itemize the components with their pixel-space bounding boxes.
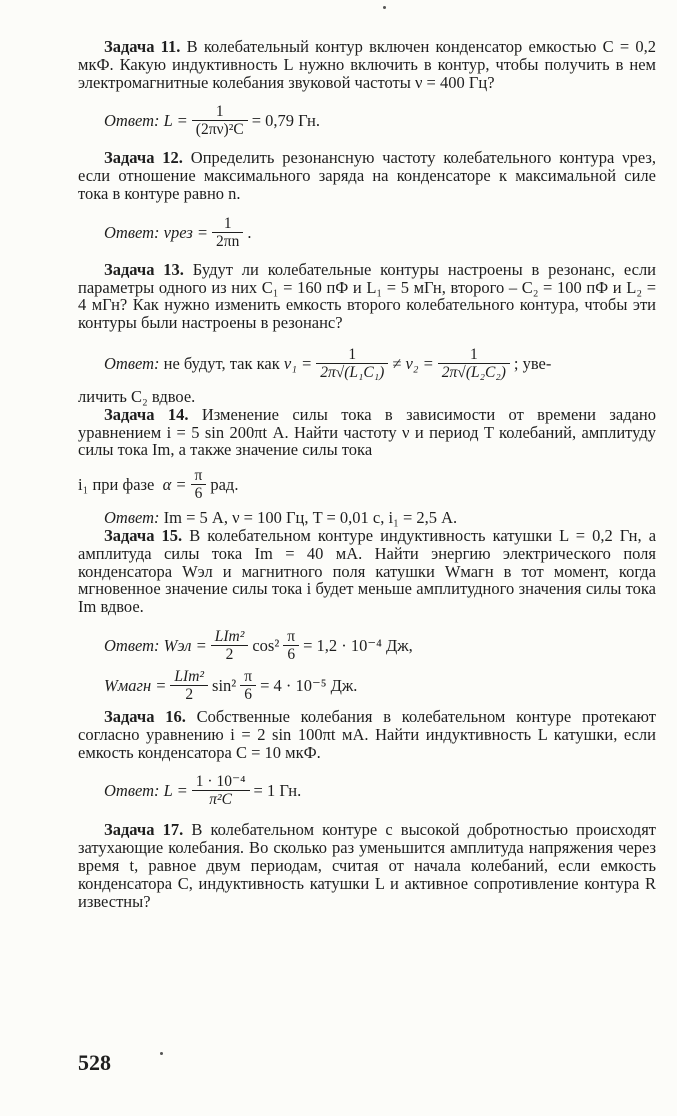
answer-11-fraction <box>192 103 248 139</box>
answer-13-mid: ≠ ν₂ = <box>392 353 434 373</box>
answer-15-angle-1 <box>283 628 299 664</box>
fraction-numerator: 1 <box>348 345 357 363</box>
problem-14-title: Задача 14. <box>104 404 189 424</box>
answer-16-lhs: L = <box>163 781 188 801</box>
answer-15-result1: = 1,2 · 10⁻⁴ Дж, <box>303 635 413 655</box>
answer-13-fraction-2 <box>438 346 510 382</box>
answer-15-line-2 <box>104 668 656 704</box>
answer-13 <box>104 346 656 382</box>
problem-15-text: В колебательном контуре индуктивность катушки L = 0,2 Гн, а амплитуда силы тока Im = 40 мА. Найти энергию электрического поля конденсатора Wэл и магнитного поля катушки Wмагн в тот момент, когда мгновенное значение силы тока i будет меньше амплитудного значения силы тока Im вдвое. <box>78 525 657 617</box>
fraction-denominator: 2π√(L₂C₂) <box>438 363 510 382</box>
fraction-numerator: LIm² <box>214 627 245 645</box>
fraction-numerator: 1 · 10⁻⁴ <box>195 773 246 791</box>
answer-label: Ответ: <box>104 635 160 655</box>
answer-13-lhs1: ν₁ = <box>283 353 313 373</box>
answer-13-continuation: личить C₂ вдвое. <box>78 386 196 406</box>
answer-13-pre: не будут, так как <box>163 353 280 373</box>
answer-16 <box>104 773 656 809</box>
answer-15-trig2: sin² <box>212 675 237 695</box>
fraction-denominator: 6 <box>191 484 207 503</box>
fraction-numerator: LIm² <box>174 667 205 685</box>
problem-16-text: Собственные колебания в колебательном контуре протекают согласно уравнению i = 2 sin 100πt мА. Найти индуктивность L катушки, если емкость конденсатора C = 10 мкФ. <box>78 706 657 762</box>
answer-label: Ответ: <box>104 222 160 242</box>
answer-label: Ответ: <box>104 781 160 801</box>
answer-13-fraction-1 <box>316 346 388 382</box>
problem-14-phase <box>78 467 656 503</box>
problem-14 <box>78 406 656 459</box>
problem-11-text: В колебательный контур включен конденсатор емкостью C = 0,2 мкФ. Какую индуктивность L нужно включить в контур, чтобы получить в нем электромагнитные колебания звуковой частоты ν = 400 Гц? <box>78 37 657 92</box>
answer-11 <box>104 103 656 139</box>
page-content <box>78 38 656 910</box>
fraction-denominator: π²C <box>192 790 250 809</box>
fraction-denominator: (2πν)²C <box>192 120 248 139</box>
answer-15-line-1 <box>104 628 656 664</box>
answer-15-angle-2 <box>240 668 256 704</box>
answer-14 <box>78 509 656 527</box>
answer-12 <box>104 215 656 251</box>
fraction-denominator: 2π√(L₁C₁) <box>316 363 388 382</box>
answer-15-fraction-1 <box>211 628 249 664</box>
fraction-numerator: π <box>287 627 296 645</box>
fraction-numerator: 1 <box>223 214 232 232</box>
problem-17-title: Задача 17. <box>104 820 184 840</box>
answer-14-text: Im = 5 А, ν = 100 Гц, T = 0,01 с, i₁ = 2,5 А. <box>163 508 458 528</box>
problem-12-text: Определить резонансную частоту колебательного контура νрез, если отношение максимального заряда на конденсаторе к максимальной силе тока в контуре равно n. <box>78 148 656 203</box>
fraction-denominator: 6 <box>240 685 256 704</box>
page-number: 528 <box>78 1050 111 1075</box>
answer-label: Ответ: <box>104 508 160 528</box>
print-speck <box>160 1052 163 1055</box>
problem-14-text: Изменение силы тока в зависимости от времени задано уравнением i = 5 sin 200πt А. Найти частоту ν и период T колебаний, амплитуду силы тока Im, а также значение силы тока <box>78 404 656 460</box>
answer-12-tail: . <box>247 222 252 242</box>
answer-11-lhs: L = <box>163 111 188 131</box>
problem-14-phase-pre: i₁ при фазе <box>78 475 155 495</box>
problem-13-text: Будут ли колебательные контуры настроены в резонанс, если параметры одного из них C₁ = 160 пФ и L₁ = 5 мГн, второго – C₂ = 100 пФ и L₂ = 4 мГн? Как нужно изменить емкость второго колебательного контура, чтобы эти контуры были настроены в резонанс? <box>78 259 657 333</box>
problem-16-title: Задача 16. <box>104 706 186 726</box>
problem-14-alpha: α = <box>162 475 187 495</box>
answer-label: Ответ: <box>104 353 160 373</box>
fraction-numerator: π <box>194 467 203 485</box>
print-speck <box>383 6 386 9</box>
answer-15-lhs1: Wэл = <box>163 635 207 655</box>
fraction-numerator: 1 <box>469 345 478 363</box>
answer-11-result: = 0,79 Гн. <box>251 111 320 131</box>
answer-15-trig1: cos² <box>252 635 280 655</box>
problem-17-text: В колебательном контуре с высокой добротностью происходят затухающие колебания. Во сколько раз уменьшится амплитуда напряжения через время t, равное двум периодам, считая от начала колебаний, если емкость конденсатора C, индуктивность катушки L и активное сопротивление контура R известны? <box>78 820 656 911</box>
answer-12-fraction <box>212 215 243 251</box>
fraction-numerator: π <box>244 667 253 685</box>
problem-11 <box>78 38 656 91</box>
answer-16-fraction <box>192 773 250 809</box>
problem-16 <box>78 708 656 761</box>
problem-11-title: Задача 11. <box>104 37 181 56</box>
answer-15-lhs2: Wмагн = <box>104 675 167 695</box>
problem-14-unit: рад. <box>210 475 239 495</box>
answer-label: Ответ: <box>104 111 160 131</box>
problem-13 <box>78 261 656 332</box>
problem-12 <box>78 149 656 202</box>
problem-12-title: Задача 12. <box>104 148 183 168</box>
fraction-denominator: 6 <box>283 645 299 664</box>
answer-16-result: = 1 Гн. <box>253 781 302 801</box>
fraction-numerator: 1 <box>215 103 224 121</box>
problem-15-title: Задача 15. <box>104 525 183 545</box>
answer-15-result2: = 4 · 10⁻⁵ Дж. <box>260 675 358 695</box>
answer-12-lhs: νрез = <box>163 222 209 242</box>
fraction-denominator: 2 <box>211 645 249 664</box>
problem-17 <box>78 821 656 910</box>
problem-14-fraction <box>191 467 207 503</box>
answer-13-post: ; уве- <box>513 353 552 373</box>
problem-15 <box>78 527 656 616</box>
answer-15-fraction-2 <box>170 668 208 704</box>
problem-13-title: Задача 13. <box>104 259 184 279</box>
fraction-denominator: 2πn <box>212 232 243 251</box>
fraction-denominator: 2 <box>170 685 208 704</box>
